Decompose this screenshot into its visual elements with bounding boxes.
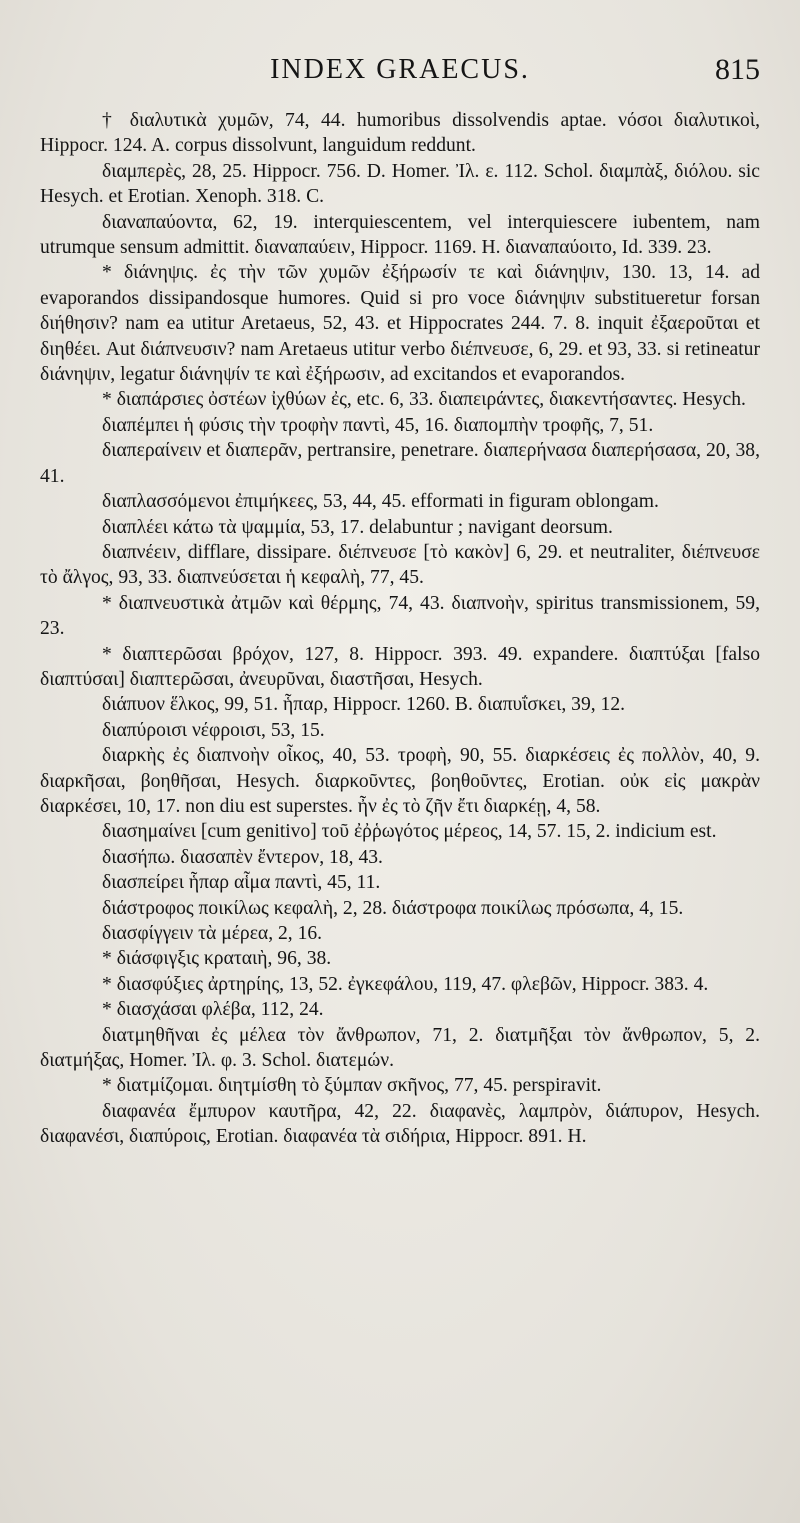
index-entry: * διατμίζομαι. διητμίσθη τὸ ξύμπαν σκῆνος, 77, 45. perspiravit. <box>102 1075 602 1097</box>
index-entry: διαφανέα ἔμπυρον καυτῆρα, 42, 22. διαφανὲς, λαμπρὸν, διάπυρον, Hesych. διαφανέσι, διαπύροις, Erotian. διαφανέα τὰ σιδήρια, Hippocr. 891. H. <box>40 1100 760 1148</box>
index-entry: διαπλέει κάτω τὰ ψαμμία, 53, 17. delabuntur ; navigant deorsum. <box>102 516 613 538</box>
index-entry: διασφίγγειν τὰ μέρεα, 2, 16. <box>102 923 323 944</box>
index-body <box>40 108 760 1150</box>
running-header <box>40 50 760 108</box>
index-entry: διαμπερὲς, 28, 25. Hippocr. 756. D. Homer. Ἰλ. ε. 112. Schol. διαμπὰξ, διόλου. sic Hesych. et Erotian. Xenoph. 318. C. <box>40 160 760 208</box>
index-entry: * διασχάσαι φλέβα, 112, 24. <box>102 999 324 1021</box>
index-entry: διαρκὴς ἐς διαπνοὴν οἶκος, 40, 53. τροφὴ, 90, 55. διαρκέσεις ἐς πολλὸν, 40, 9. διαρκῆσαι, βοηθῆσαι, Hesych. διαρκοῦντες, βοηθοῦντες, Erotian. οὐκ εἰς μακρὰν διαρκέσει, 10, 17. non diu est superstes. ἦν ἐς τὸ ζῆν ἔτι διαρκέῃ, 4, 58. <box>40 745 760 817</box>
index-entry: * διαπνευστικὰ ἀτμῶν καὶ θέρμης, 74, 43. διαπνοὴν, spiritus transmissionem, 59, 23. <box>40 592 760 640</box>
index-entry: διασημαίνει [cum genitivo] τοῦ ἐῤῥωγότος μέρεος, 14, 57. 15, 2. indicium est. <box>102 821 717 843</box>
index-entry: διατμηθῆναι ἐς μέλεα τὸν ἄνθρωπον, 71, 2. διατμῆξαι τὸν ἄνθρωπον, 5, 2. διατμήξας, Homer. Ἰλ. φ. 3. Schol. διατεμών. <box>40 1024 760 1072</box>
index-entry: διαπύροισι νέφροισι, 53, 15. <box>102 719 325 741</box>
index-entry: * διασφύξιες ἀρτηρίης, 13, 52. ἐγκεφάλου, 119, 47. φλεβῶν, Hippocr. 383. 4. <box>102 973 709 995</box>
index-entry: * διάσφιγξις κραταιὴ, 96, 38. <box>102 948 332 970</box>
index-entry: διάστροφος ποικίλως κεφαλὴ, 2, 28. διάστροφα ποικίλως πρόσωπα, 4, 15. <box>102 897 684 919</box>
page-number: 815 <box>715 53 760 86</box>
index-entry: * διαπάρσιες ὀστέων ἰχθύων ἐς, etc. 6, 33. διαπειράντες, διακεντήσαντες. Hesych. <box>102 389 746 411</box>
index-entry: διαπέμπει ἡ φύσις τὴν τροφὴν παντὶ, 45, 16. διαπομπὴν τροφῆς, 7, 51. <box>102 414 654 436</box>
index-entry: διαπεραίνειν et διαπερᾶν, pertransire, penetrare. διαπερήνασα διαπερήσασα, 20, 38, 41. <box>40 440 760 487</box>
header-title: INDEX GRAECUS. <box>270 54 530 85</box>
index-entry: † διαλυτικὰ χυμῶν, 74, 44. humoribus dissolvendis aptae. νόσοι διαλυτικοὶ, Hippocr. 124. A. corpus dissolvunt, languidum reddunt. <box>40 110 760 157</box>
index-entry: διασπείρει ἧπαρ αἷμα παντὶ, 45, 11. <box>102 872 381 894</box>
index-entry: * διαπτερῶσαι βρόχον, 127, 8. Hippocr. 393. 49. expandere. διαπτύξαι [falso διαπτύσαι] διαπτερῶσαι, ἀνευρῦναι, διαστῆσαι, Hesych. <box>40 643 760 690</box>
index-entry: * διάνηψις. ἐς τὴν τῶν χυμῶν ἐξήρωσίν τε καὶ διάνηψιν, 130. 13, 14. ad evaporandos dissipandosque humores. Quid si pro voce διάνηψιν substitueretur forsan διήθησιν? nam ea utitur Aretaeus, 52, 43. et Hippocrates 244. 7. 8. inquit ἐξαεροῦται et διηθέει. Aut διάπνευσιν? nam Aretaeus utitur verbo διέπνευσε, 6, 29. et 93, 33. si retineatur διάνηψιν, legatur διάνηψίν τε καὶ ἐξήρωσιν, ad excitandos et evaporandos. <box>40 262 760 386</box>
index-entry: διαπνέειν, difflare, dissipare. διέπνευσε [τὸ κακὸν] 6, 29. et neutraliter, διέπνευσε τὸ ἄλγος, 93, 33. διαπνεύσεται ἡ κεφαλὴ, 77, 45. <box>40 541 760 589</box>
index-entry: διασήπω. διασαπὲν ἔντερον, 18, 43. <box>102 846 383 868</box>
index-entry: διάπυον ἕλκος, 99, 51. ἧπαρ, Hippocr. 1260. B. διαπυΐσκει, 39, 12. <box>102 694 626 716</box>
index-entry: διαναπαύοντα, 62, 19. interquiescentem, vel interquiescere iubentem, nam utrumque sensum admittit. διαναπαύειν, Hippocr. 1169. H. διαναπαύοιτο, Id. 339. 23. <box>40 211 760 259</box>
index-entry: διαπλασσόμενοι ἐπιμήκεες, 53, 44, 45. efformati in figuram oblongam. <box>102 491 659 513</box>
